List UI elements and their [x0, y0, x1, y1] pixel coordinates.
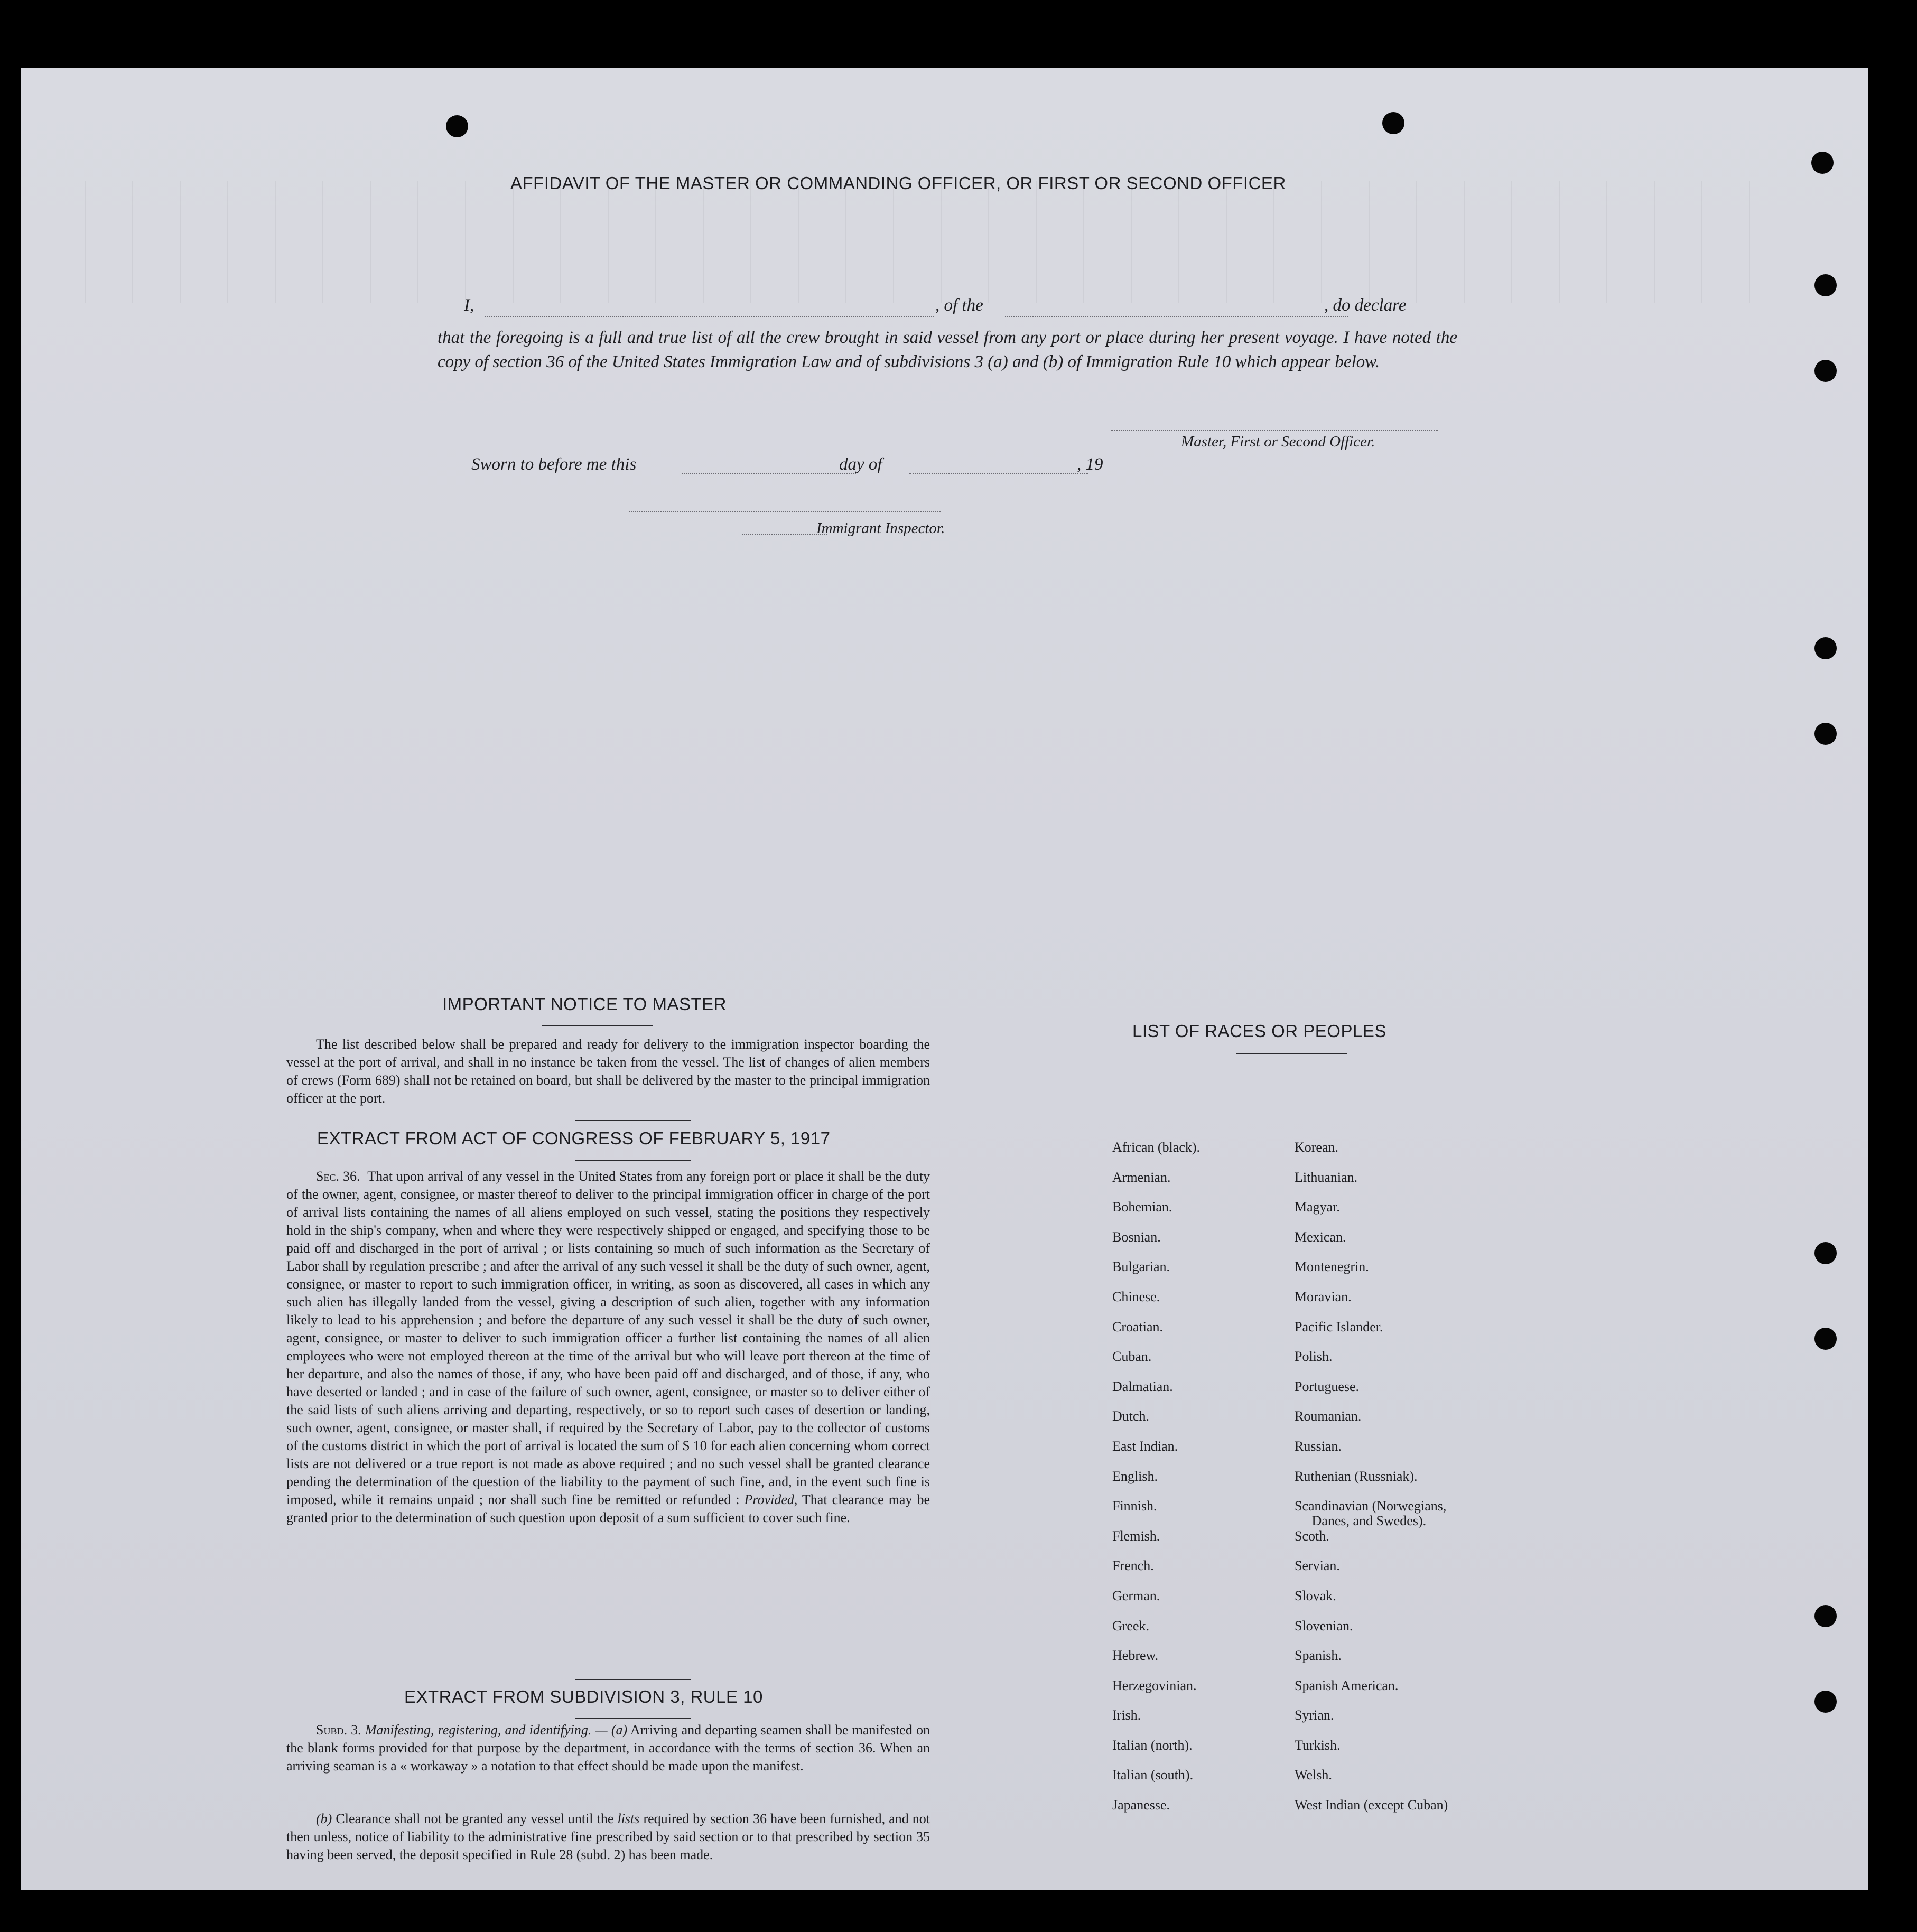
act-body-text: That upon arrival of any vessel in the United States from any foreign port or place it shall be the duty of the owner, agent, consignee, or master thereof to deliver to the principal immigration officer in charge of the port of arrival lists containing the names of all aliens employed on such vessel, stating the positions they respectively hold in the ship's company, when and where they were respectively shipped or engaged, and specifying those to be paid off and discharged in the port of arrival ; or lists containing so much of such information as the Secretary of Labor shall by regulation prescribe ; and after the arrival of any such vessel it shall be the duty of such owner, agent, consignee, or master to report to such immigration officer, in writing, as soon as discovered, all cases in which any such alien has illegally landed from the vessel, giving a description of such alien, together with any information likely to lead to his apprehension ; and before the departure of any such vessel it shall be the duty of such owner, agent, consignee, or master to deliver to such immigration officer a further list containing the names of all alien employees who were not employed thereon at the time of the arrival but who will leave port thereon at the time of her departure, and also the names of those, if any, who have been paid off and discharged, and of those, if any, who have deserted or landed ; and in case of the failure of such owner, agent, consignee, or master so to deliver either of the said lists of such aliens arriving and departing, respectively, or so to report such cases of desertion or landing, such owner, agent, consignee, or master shall, if required by the Secretary of Labor, pay to the collector of customs of the customs district in which the port of arrival is located the sum of $ 10 for each alien concerning whom correct lists are not delivered or a true report is not made as above required ; and no such vessel shall be granted clearance pending the determination of the question of the liability to the payment of such fine, and, in the event such fine is imposed, while it remains unpaid ; nor shall such fine be remitted or refunded : [286, 1169, 930, 1507]
race-item: Croatian. [1112, 1319, 1164, 1334]
act-body-end: That clearance may be granted prior to the determination of such question upon deposit of a sum sufficient to cover such fine. [286, 1492, 930, 1525]
rule-para-a [286, 1721, 930, 1775]
race-item: African (black). [1112, 1140, 1201, 1155]
document-sheet [21, 68, 1868, 1890]
race-item: Polish. [1295, 1349, 1333, 1365]
act-body [286, 1168, 930, 1527]
rule-para-b-end: required by section 36 have been furnished, and not then unless, notice of liability to the administrative fine prescribed by said section or to that prescribed by section 35 having been served, the deposit specified in Rule 28 (subd. 2) has been made. [286, 1811, 930, 1862]
notice-title: IMPORTANT NOTICE TO MASTER [442, 994, 727, 1014]
races-title: LIST OF RACES OR PEOPLES [1132, 1021, 1386, 1041]
rule-para-b-start: Clearance shall not be granted any vessel until the [336, 1811, 614, 1826]
race-item: Dalmatian. [1112, 1378, 1173, 1394]
affidavit-do-declare-label: , do declare [1324, 296, 1407, 315]
race-item: Magyar. [1295, 1199, 1340, 1215]
punch-hole [1811, 152, 1834, 174]
race-item: Lithuanian. [1295, 1169, 1358, 1185]
race-item: Korean. [1295, 1140, 1339, 1155]
race-item: Scandinavian (Norwegians, Danes, and Swedes). [1295, 1498, 1447, 1529]
race-item: German. [1112, 1588, 1160, 1603]
affidavit-title: AFFIDAVIT OF THE MASTER OR COMMANDING OFFICER, OR FIRST OR SECOND OFFICER [510, 173, 1286, 193]
inspector-caption: Immigrant Inspector. [816, 520, 945, 537]
race-item: Armenian. [1112, 1169, 1171, 1185]
punch-hole [1814, 1605, 1837, 1627]
officer-signature-caption: Master, First or Second Officer. [1181, 433, 1375, 450]
race-item: Cuban. [1112, 1349, 1152, 1365]
race-item: West Indian (except Cuban) [1295, 1797, 1448, 1813]
officer-signature-line[interactable] [1111, 430, 1438, 431]
race-item: Italian (south). [1112, 1767, 1194, 1783]
race-item: Spanish. [1295, 1648, 1342, 1664]
inspector-sub-line [742, 534, 827, 535]
punch-hole [1814, 637, 1837, 659]
race-item: Welsh. [1295, 1767, 1332, 1783]
race-item: Japanesse. [1112, 1797, 1170, 1813]
punch-hole [446, 115, 468, 137]
race-item: Mexican. [1295, 1229, 1346, 1245]
act-title: EXTRACT FROM ACT OF CONGRESS OF FEBRUARY 5, 1917 [317, 1128, 831, 1148]
race-item: Spanish American. [1295, 1677, 1399, 1693]
rule-subd-label: Subd. 3. [316, 1722, 361, 1738]
affidavit-body: that the foregoing is a full and true list of all the crew brought in said vessel from any port or place during her present voyage. I have noted the copy of section 36 of the United States Immigration Law and of subdivisions 3 (a) and (b) of Immigration Rule 10 which appear below. [438, 328, 1457, 371]
punch-hole [1814, 1242, 1837, 1264]
vessel-blank-line[interactable] [1005, 316, 1348, 317]
sworn-label: Sworn to before me this [471, 455, 637, 474]
races-title-rule [1236, 1053, 1347, 1054]
act-provided-label: Provided, [744, 1492, 798, 1507]
bleed-through-texture [85, 181, 1775, 303]
races-list [1112, 1140, 1514, 1828]
rule-para-a-text: Arriving and departing seamen shall be manifested on the blank forms provided for that purpose by the department, in accordance with the terms of section 36. When an arriving seaman is a « workaway » a notation to that effect should be made upon the manifest. [286, 1722, 930, 1774]
race-item: Bosnian. [1112, 1229, 1161, 1245]
rule-title: EXTRACT FROM SUBDIVISION 3, RULE 10 [404, 1687, 763, 1706]
race-item: Syrian. [1295, 1707, 1334, 1723]
race-item: Irish. [1112, 1707, 1141, 1723]
race-item: English. [1112, 1468, 1158, 1484]
day-of-label: day of [839, 455, 882, 474]
race-item: Bulgarian. [1112, 1259, 1170, 1275]
race-item: Slovenian. [1295, 1618, 1353, 1634]
race-item: Russian. [1295, 1438, 1342, 1454]
race-item: Turkish. [1295, 1737, 1341, 1753]
race-item: Greek. [1112, 1618, 1150, 1634]
race-item: French. [1112, 1558, 1154, 1574]
rule-title-bottom-rule [575, 1718, 691, 1719]
race-item: Pacific Islander. [1295, 1319, 1383, 1334]
punch-hole [1814, 274, 1837, 296]
race-item: Montenegrin. [1295, 1259, 1369, 1275]
affidavit-i-label: I, [464, 296, 474, 315]
sworn-day-line[interactable] [682, 473, 856, 474]
race-item: Chinese. [1112, 1289, 1160, 1304]
punch-hole [1814, 360, 1837, 382]
punch-hole [1814, 1328, 1837, 1350]
notice-title-rule [542, 1025, 653, 1026]
race-item: Hebrew. [1112, 1648, 1159, 1664]
rule-title-top-rule [575, 1679, 691, 1680]
race-item: Scoth. [1295, 1528, 1329, 1544]
punch-hole [1382, 112, 1404, 134]
race-item: Ruthenian (Russniak). [1295, 1468, 1418, 1484]
punch-hole [1814, 1691, 1837, 1713]
punch-hole [1814, 723, 1837, 745]
act-section-label: Sec. 36. [316, 1169, 360, 1184]
race-item: Bohemian. [1112, 1199, 1172, 1215]
rule-para-b-marker: (b) [316, 1811, 332, 1826]
race-item: East Indian. [1112, 1438, 1178, 1454]
name-blank-line[interactable] [485, 316, 934, 317]
act-title-bottom-rule [575, 1160, 691, 1161]
notice-body: The list described below shall be prepared and ready for delivery to the immigration inspector boarding the vessel at the port of arrival, and shall in no instance be taken from the vessel. The list of changes of alien members of crews (Form 689) shall not be retained on board, but shall be delivered by the master to the principal immigration officer at the port. [286, 1037, 930, 1106]
race-item: Dutch. [1112, 1408, 1150, 1424]
race-item: Herzegovinian. [1112, 1677, 1197, 1693]
year-prefix: , 19 [1077, 455, 1103, 474]
race-item: Moravian. [1295, 1289, 1352, 1304]
race-item: Italian (north). [1112, 1737, 1193, 1753]
act-title-top-rule [575, 1120, 691, 1121]
rule-para-b-lists: lists [617, 1811, 640, 1826]
rule-para-a-marker: — (a) [595, 1722, 628, 1738]
rule-subd-heading: Manifesting, registering, and identifying. [365, 1722, 592, 1738]
race-item: Portuguese. [1295, 1378, 1360, 1394]
inspector-signature-line[interactable] [629, 511, 941, 512]
race-item: Slovak. [1295, 1588, 1336, 1603]
sworn-month-line[interactable] [909, 473, 1088, 474]
race-item: Flemish. [1112, 1528, 1160, 1544]
race-item: Finnish. [1112, 1498, 1157, 1514]
race-item: Roumanian. [1295, 1408, 1362, 1424]
affidavit-of-the-label: , of the [935, 296, 983, 315]
race-item: Servian. [1295, 1558, 1340, 1574]
rule-para-b [286, 1810, 930, 1864]
